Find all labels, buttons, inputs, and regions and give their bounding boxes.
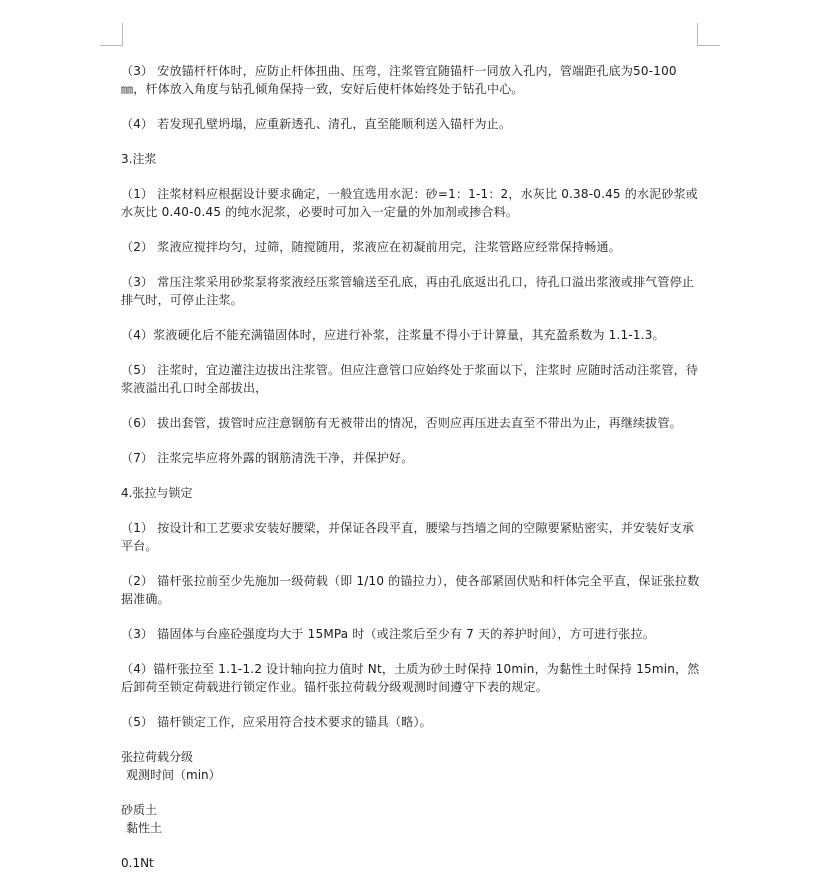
table-header-load-level: 张拉荷载分级 — [121, 750, 194, 764]
paragraph-grouting-3: （3） 常压注浆采用砂浆泵将浆液经压浆管输送至孔底，再由孔底返出孔口，待孔口溢出浆液或排气管停止排气时，可停止注浆。 — [121, 275, 695, 307]
table-header-observe-time: 观测时间（min） — [126, 768, 221, 782]
paragraph-tension-5: （5） 锚杆锁定工作，应采用符合技术要求的锚具（略）。 — [121, 715, 432, 729]
section-heading-tension: 4.张拉与锁定 — [121, 486, 193, 500]
table-cell-sandy-soil: 砂质土 — [121, 803, 158, 817]
paragraph-tension-3: （3） 锚固体与台座砼强度均大于 15MPa 时（或注浆后至少有 7 天的养护时间），方可进行张拉。 — [121, 627, 656, 641]
paragraph-grouting-2: （2） 浆液应搅拌均匀，过筛，随搅随用，浆液应在初凝前用完，注浆管路应经常保持畅通。 — [121, 240, 621, 254]
paragraph-grouting-5: （5） 注浆时，宜边灌注边拔出注浆管。但应注意管口应始终处于浆面以下，注浆时 应随时活动注浆管，待浆液溢出孔口时全部拔出， — [121, 363, 699, 395]
paragraph-anchor-3: （3） 安放锚杆杆体时，应防止杆体扭曲、压弯，注浆管宜随锚杆一同放入孔内，管端距孔底为50-100㎜，杆体放入角度与钻孔倾角保持一致，安好后使杆体始终处于钻孔中心。 — [121, 64, 677, 96]
margin-corner-mark-left — [100, 23, 123, 46]
paragraph-anchor-4: （4） 若发现孔壁坍塌，应重新透孔、清孔，直至能顺利送入锚杆为止。 — [121, 117, 512, 131]
paragraph-grouting-4: （4）浆液硬化后不能充满锚固体时，应进行补浆，注浆量不得小于计算量，其充盈系数为 1.1-1.3。 — [121, 328, 665, 342]
paragraph-tension-4: （4）锚杆张拉至 1.1-1.2 设计轴向拉力值时 Nt，土质为砂土时保持 10min，为黏性土时保持 15min，然后卸荷至锁定荷载进行锁定作业。锚杆张拉荷载分级观测时间遵守下表的规定。 — [121, 662, 700, 694]
table-cell-clay-soil: 黏性土 — [126, 821, 163, 835]
document-body — [121, 62, 701, 872]
paragraph-tension-1: （1） 按设计和工艺要求安装好腰梁，并保证各段平直，腰梁与挡墙之间的空隙要紧贴密实，并安装好支承平台。 — [121, 521, 695, 553]
section-heading-grouting: 3.注浆 — [121, 152, 157, 166]
paragraph-tension-2: （2） 锚杆张拉前至少先施加一级荷载（即 1/10 的锚拉力），使各部紧固伏贴和杆体完全平直，保证张拉数据准确。 — [121, 574, 700, 606]
margin-corner-mark-right — [697, 23, 720, 46]
paragraph-grouting-6: （6） 拔出套管，拔管时应注意钢筋有无被带出的情况，否则应再压进去直至不带出为止，再继续拔管。 — [121, 416, 682, 430]
paragraph-grouting-7: （7） 注浆完毕应将外露的钢筋清洗干净，并保护好。 — [121, 451, 414, 465]
table-cell-load-01: 0.1Nt — [121, 856, 154, 870]
paragraph-grouting-1: （1） 注浆材料应根据设计要求确定，一般宜选用水泥：砂=1：1-1：2，水灰比 0.38-0.45 的水泥砂浆或水灰比 0.40-0.45 的纯水泥浆，必要时可加入一定量的外加剂或掺合料。 — [121, 187, 698, 219]
